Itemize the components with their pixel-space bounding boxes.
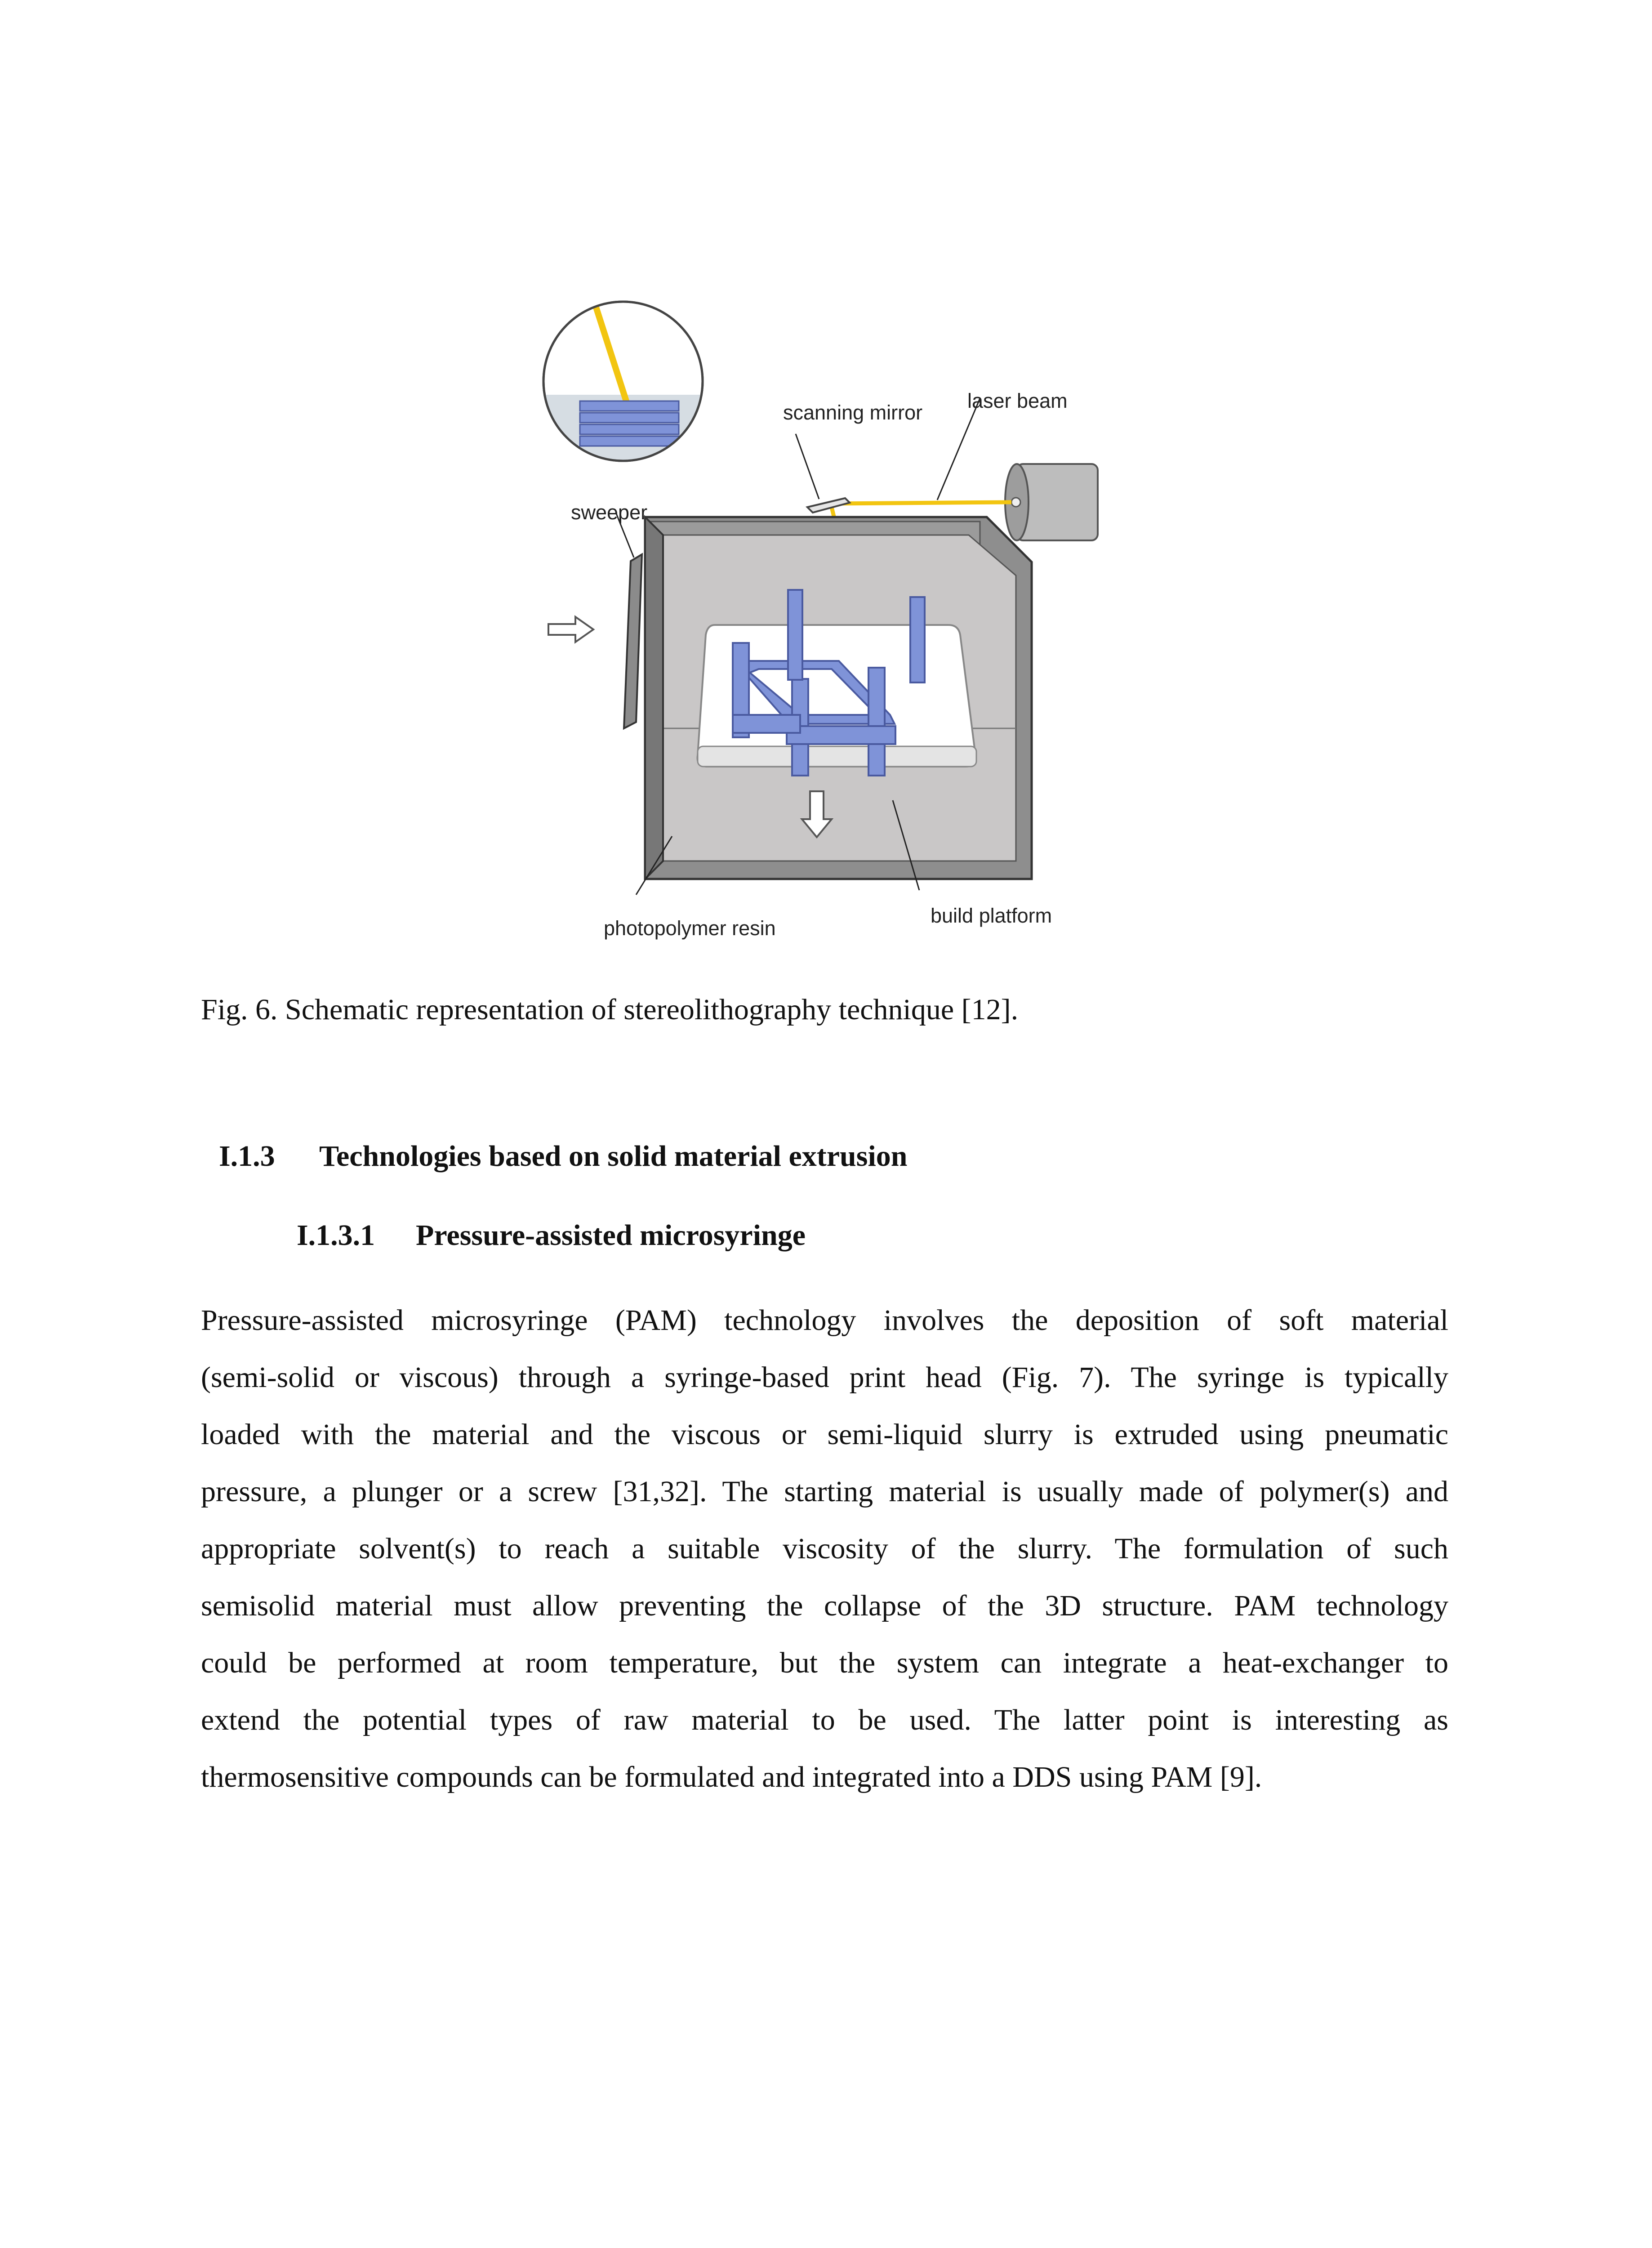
sweeper-blade [624, 554, 642, 728]
paragraph-line: semisolid material must allow preventing the collapse of the 3D structure. PAM technology [201, 1589, 1448, 1622]
stereolithography-figure [535, 270, 1178, 962]
paragraph-line: thermosensitive compounds can be formulated and integrated into a DDS using PAM [9]. [201, 1761, 1262, 1793]
sweeper-label: sweeper [571, 501, 648, 524]
sweep-direction-arrow [548, 617, 593, 642]
paragraph-line: (semi-solid or viscous) through a syringe-based print head (Fig. 7). The syringe is typically [201, 1361, 1448, 1394]
laser-beam-label: laser beam [967, 389, 1068, 412]
zoom-inset [535, 288, 724, 467]
figure-caption: Fig. 6. Schematic representation of stereolithography technique [12]. [201, 993, 1019, 1026]
paragraph-line: extend the potential types of raw material to be used. The latter point is interesting as [201, 1704, 1448, 1736]
scanning-mirror-label: scanning mirror [783, 401, 923, 424]
paragraph-line: loaded with the material and the viscous or semi-liquid slurry is extruded using pneumatic [201, 1418, 1448, 1451]
laser-beam-line [831, 502, 1011, 504]
paragraph-line: Pressure-assisted microsyringe (PAM) technology involves the deposition of soft material [201, 1304, 1448, 1337]
subsection-number: I.1.3.1 [297, 1219, 375, 1252]
paragraph-line: could be performed at room temperature, but the system can integrate a heat-exchanger to [201, 1646, 1448, 1679]
section-number: I.1.3 [219, 1140, 275, 1173]
paragraph-line: pressure, a plunger or a screw [31,32]. The starting material is usually made of polymer(s) and [201, 1475, 1448, 1508]
subsection-title: Pressure-assisted microsyringe [416, 1219, 806, 1252]
stereolithography-diagram [535, 270, 1178, 962]
section-title: Technologies based on solid material extrusion [319, 1140, 908, 1173]
body-paragraph [201, 1292, 1448, 1806]
photopolymer-resin-label: photopolymer resin [604, 917, 776, 940]
laser-source [1005, 464, 1098, 540]
paragraph-line: appropriate solvent(s) to reach a suitable viscosity of the slurry. The formulation of such [201, 1532, 1448, 1565]
build-platform-label: build platform [931, 904, 1052, 927]
